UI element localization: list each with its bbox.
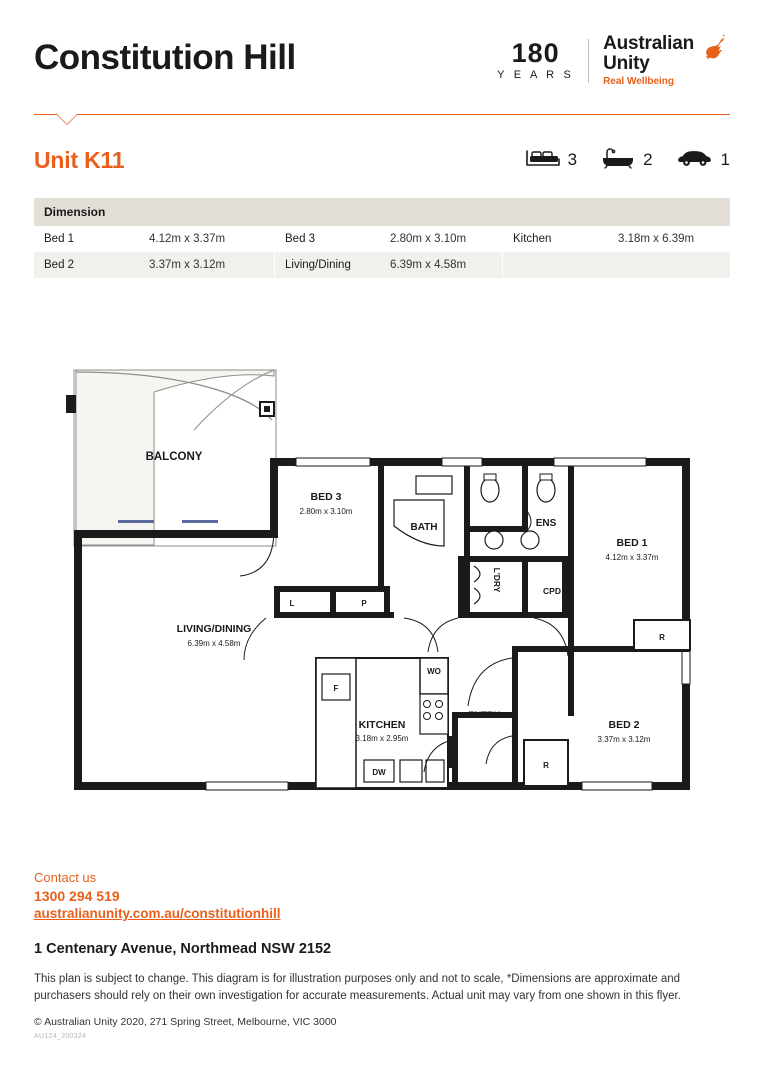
room-label: KITCHEN (358, 719, 406, 731)
floorplan-svg (34, 340, 730, 820)
spec-bathrooms (601, 147, 652, 174)
dim-value: 4.12m x 3.37m (149, 233, 226, 245)
dim-label: Living/Dining (285, 259, 351, 271)
car-icon (677, 147, 713, 174)
anniversary-badge (497, 40, 574, 81)
spec-bedrooms-value: 3 (567, 150, 578, 169)
tab-marker-inner (57, 114, 77, 124)
phone-number[interactable]: 1300 294 519 (34, 888, 120, 904)
unit-specs (526, 147, 730, 174)
table-cell (274, 226, 502, 252)
table-cell (34, 252, 274, 278)
spec-carspaces (677, 147, 730, 174)
room-dims: 6.39m x 4.58m (187, 639, 241, 648)
brand-line-1: Australian (603, 33, 694, 54)
dim-value: 6.39m x 4.58m (390, 259, 467, 271)
logo-divider (588, 39, 589, 83)
dim-label: Bed 3 (285, 233, 316, 245)
address: 1 Centenary Avenue, Northmead NSW 2152 (34, 941, 332, 957)
dimension-table (34, 198, 730, 278)
table-row (34, 226, 730, 252)
dim-label: Bed 1 (44, 233, 75, 245)
table-cell (274, 252, 502, 278)
logo-block (497, 34, 730, 87)
dimension-table-header: Dimension (34, 198, 730, 226)
floorplan (34, 340, 730, 830)
website-link[interactable]: australianunity.com.au/constitutionhill (34, 906, 281, 921)
header-divider (34, 114, 730, 115)
disclaimer: This plan is subject to change. This diagram is for illustration purposes only and not to scale, *Dimensions are approximate and purchasers should rely on their own investigation for accurate measurements. Actual unit may vary from one shown in this flyer. (34, 973, 681, 1002)
table-cell (502, 226, 730, 252)
brand-line-2: Unity (603, 52, 650, 74)
spec-bedrooms (526, 147, 577, 174)
header (34, 30, 730, 100)
kangaroo-icon (700, 35, 730, 68)
room-label: BATH (410, 522, 438, 533)
room-label: BALCONY (145, 451, 203, 463)
anniversary-years: Y E A R S (497, 69, 575, 82)
table-row (34, 252, 730, 278)
dim-label (513, 259, 618, 271)
room-label: L'DRY (492, 567, 502, 593)
room-label: BED 2 (608, 719, 640, 731)
room-dims: 2.80m x 3.10m (299, 507, 353, 516)
room-label: R (543, 761, 549, 770)
dim-value: 3.18m x 6.39m (618, 233, 695, 245)
room-label: BED 1 (616, 537, 648, 549)
copyright: © Australian Unity 2020, 271 Spring Street, Melbourne, VIC 3000 (34, 1016, 337, 1029)
room-label: WO (427, 667, 441, 676)
document-code: AU124_200324 (34, 1033, 87, 1041)
room-label: CPD (543, 586, 561, 596)
bath-icon (601, 147, 635, 174)
brand-logo (603, 34, 730, 87)
unit-name: Unit K11 (34, 146, 125, 173)
room-label: P (361, 599, 367, 608)
contact-label: Contact us (34, 870, 97, 885)
dim-value: 2.80m x 3.10m (390, 233, 467, 245)
anniversary-number: 180 (511, 38, 560, 69)
spec-bathrooms-value: 2 (643, 150, 653, 169)
room-label: BED 3 (310, 491, 342, 503)
dim-label: Kitchen (513, 233, 552, 245)
dim-value: 3.37m x 3.12m (149, 259, 226, 271)
spec-carspaces-value: 1 (720, 150, 730, 169)
room-dims: 3.18m x 2.95m (355, 734, 409, 743)
dim-label: Bed 2 (44, 259, 75, 271)
room-label: DW (372, 768, 386, 777)
room-label: R (659, 633, 665, 642)
page-title: Constitution Hill (34, 38, 296, 77)
brand-tagline: Real Wellbeing (603, 75, 675, 87)
room-label: F (333, 684, 339, 693)
room-dims: 4.12m x 3.37m (605, 553, 659, 562)
room-label: ENS (535, 518, 557, 529)
room-label: ENTRY (468, 710, 500, 721)
room-label: L (289, 599, 295, 608)
footer (34, 870, 734, 1040)
table-cell (502, 252, 730, 278)
room-dims: 3.37m x 3.12m (597, 735, 651, 744)
unit-row (34, 140, 730, 180)
room-label: LIVING/DINING (176, 623, 252, 635)
bed-icon (526, 147, 560, 174)
table-cell (34, 226, 274, 252)
